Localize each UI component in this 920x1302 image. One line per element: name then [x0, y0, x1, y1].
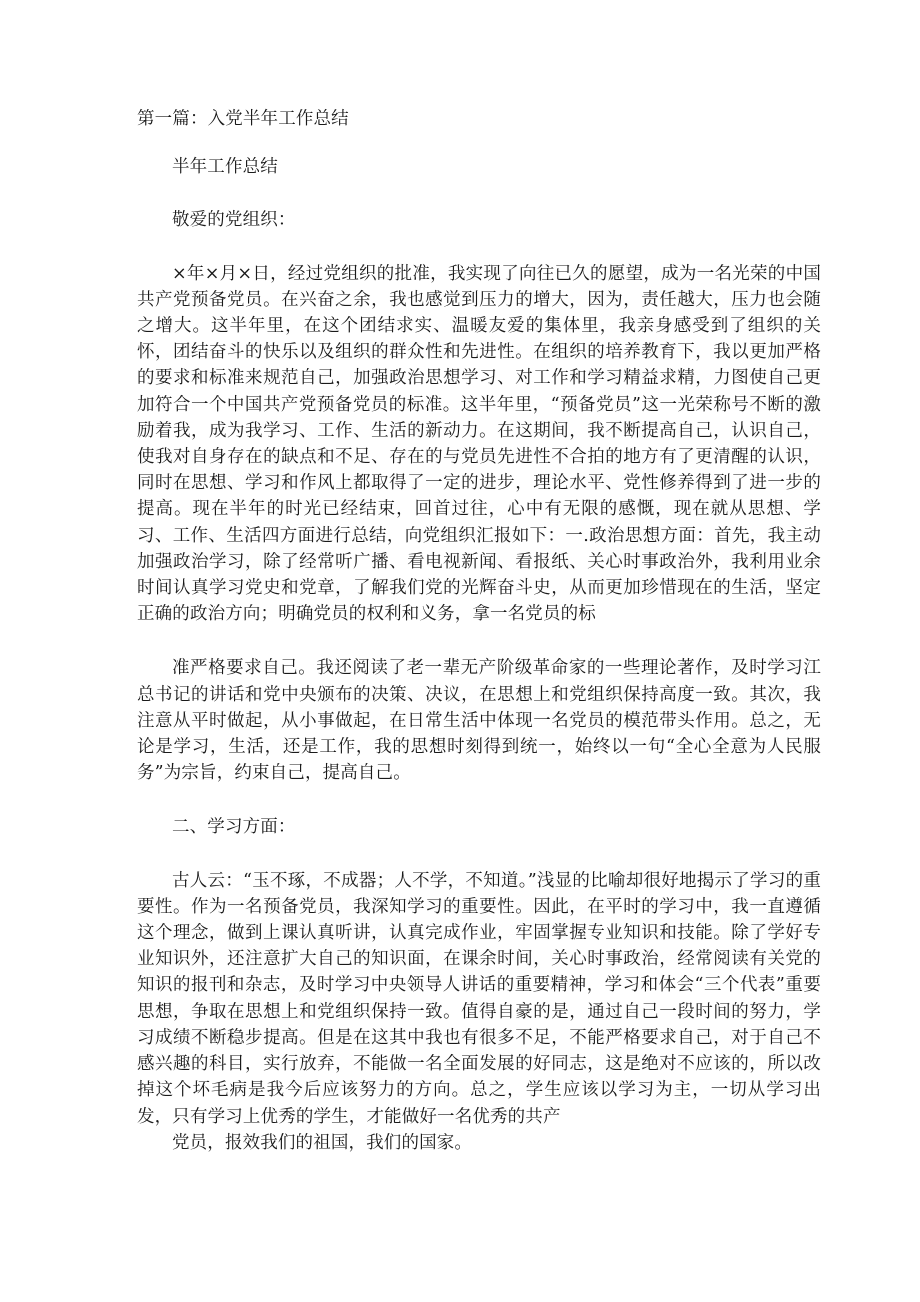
salutation: 敬爱的党组织：	[172, 210, 296, 231]
section-two-heading: 二、学习方面：	[172, 817, 296, 838]
body-paragraph-2: 准严格要求自己。我还阅读了老一辈无产阶级革命家的一些理论著作，及时学习江总书记的讲话和党中央颁布的决策、决议，在思想上和党组织保持高度一致。其次，我注意从平时做起，从小事做起，在日常生活中体现一名党员的模范带头作用。总之，无论是学习，生活，还是工作，我的思想时刻得到统一，始终以一句“全心全意为人民服务”为宗旨，约束自己，提高自己。	[137, 658, 821, 784]
spacer	[137, 180, 821, 207]
spacer	[137, 627, 821, 655]
spacer	[137, 841, 821, 868]
spacer	[137, 132, 821, 154]
document-title-line: 第一篇：入党半年工作总结	[137, 109, 349, 129]
spacer	[137, 786, 821, 814]
document-heading: 半年工作总结	[172, 157, 278, 178]
document-body	[137, 106, 821, 1156]
closing-line: 党员，报效我们的祖国，我们的国家。	[172, 1132, 473, 1153]
spacer	[137, 234, 821, 261]
body-paragraph-1: ×年×月×日，经过党组织的批准，我实现了向往已久的愿望，成为一名光荣的中国共产党预备党员。在兴奋之余，我也感觉到压力的增大，因为，责任越大，压力也会随之增大。这半年里，在这个团结求实、温暖友爱的集体里，我亲身感受到了组织的关怀，团结奋斗的快乐以及组织的群众性和先进性。在组织的培养教育下，我以更加严格的要求和标准来规范自己，加强政治思想学习、对工作和学习精益求精，力图使自己更加符合一个中国共产党预备党员的标准。这半年里，“预备党员”这一光荣称号不断的激励着我，成为我学习、工作、生活的新动力。在这期间，我不断提高自己，认识自己，使我对自身存在的缺点和不足、存在的与党员先进性不合拍的地方有了更清醒的认识，同时在思想、学习和作风上都取得了一定的进步，理论水平、党性修养得到了进一步的提高。现在半年的时光已经结束，回首过往，心中有无限的感慨，现在就从思想、学习、工作、生活四方面进行总结，向党组织汇报如下：一.政治思想方面：首先，我主动加强政治学习，除了经常听广播、看电视新闻、看报纸、关心时事政治外，我利用业余时间认真学习党史和党章，了解我们党的光辉奋斗史，从而更加珍惜现在的生活，坚定正确的政治方向；明确党员的权利和义务，拿一名党员的标	[137, 263, 821, 625]
section-two-paragraph: 古人云：“玉不琢，不成器；人不学，不知道。”浅显的比喻却很好地揭示了学习的重要性。作为一名预备党员，我深知学习的重要性。因此，在平时的学习中，我一直遵循这个理念，做到上课认真听讲，认真完成作业，牢固掌握专业知识和技能。除了学好专业知识外，还注意扩大自己的知识面，在课余时间，关心时事政治，经常阅读有关党的知识的报刊和杂志，及时学习中央领导人讲话的重要精神，学习和体会“三个代表”重要思想，争取在思想上和党组织保持一致。值得自豪的是，通过自己一段时间的努力，学习成绩不断稳步提高。但是在这其中我也有很多不足，不能严格要求自己，对于自己不感兴趣的科目，实行放弃，不能做一名全面发展的好同志，这是绝对不应该的，所以改掉这个坏毛病是我今后应该努力的方向。总之，学生应该以学习为主，一切从学习出发，只有学习上优秀的学生，才能做好一名优秀的共产	[137, 870, 821, 1127]
